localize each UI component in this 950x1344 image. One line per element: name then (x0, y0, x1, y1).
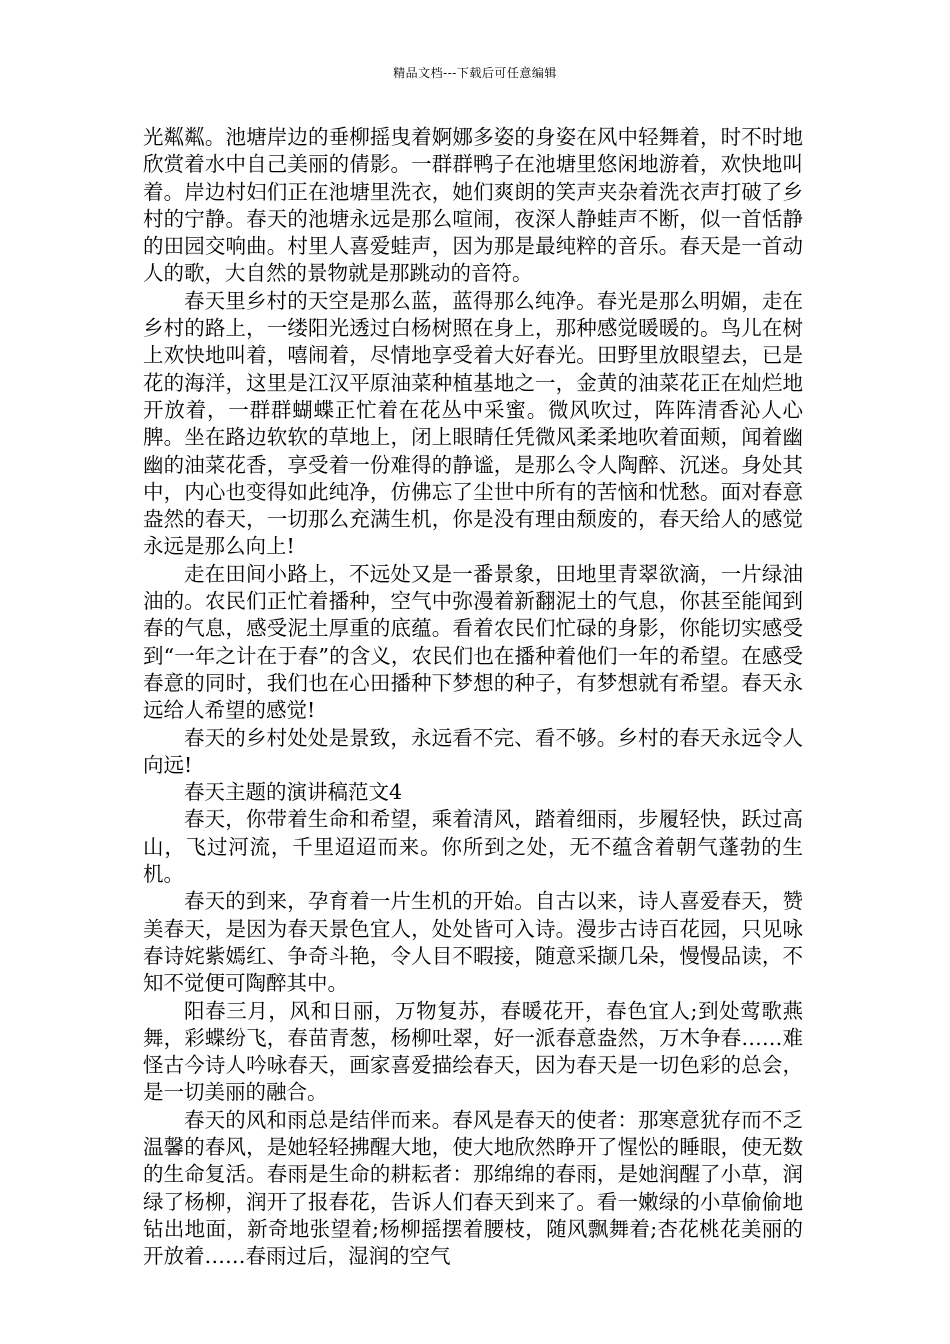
section-heading: 春天主题的演讲稿范文4 (184, 780, 403, 805)
page-header: 精品文档---下载后可任意编辑 (393, 66, 557, 80)
paragraph: 春天的到来，孕育着一片生机的开始。自古以来，诗人喜爱春天，赞美春天，是因为春天景色宜人，处处皆可入诗。漫步古诗百花园，只见咏春诗姹紫嫣红、争奇斗艳，令人目不暇接，随意采撷几朵，慢慢品读，不知不觉便可陶醉其中。 (143, 889, 803, 996)
paragraph: 阳春三月，风和日丽，万物复苏，春暖花开，春色宜人;到处莺歌燕舞，彩蝶纷飞，春苗青葱，杨柳吐翠，好一派春意盎然，万木争春……难怪古今诗人吟咏春天，画家喜爱描绘春天，因为春天是一切色彩的总会，是一切美丽的融合。 (143, 998, 803, 1105)
paragraph: 春天的风和雨总是结伴而来。春风是春天的使者：那寒意犹存而不乏温馨的春风，是她轻轻拂醒大地，使大地欣然睁开了惺忪的睡眼，使无数的生命复活。春雨是生命的耕耘者：那绵绵的春雨，是她润醒了小草，润绿了杨柳，润开了报春花，告诉人们春天到来了。看一嫩绿的小草偷偷地钻出地面，新奇地张望着;杨柳摇摆着腰枝，随风飘舞着;杏花桃花美丽的开放着……春雨过后，湿润的空气 (143, 1107, 803, 1269)
paragraph: 春天的乡村处处是景致，永远看不完、看不够。乡村的春天永远令人向远! (143, 725, 803, 777)
document-body (143, 124, 803, 1270)
paragraph: 光粼粼。池塘岸边的垂柳摇曳着婀娜多姿的身姿在风中轻舞着，时不时地欣赏着水中自己美丽的倩影。一群群鸭子在池塘里悠闲地游着，欢快地叫着。岸边村妇们正在池塘里洗衣，她们爽朗的笑声夹杂着洗衣声打破了乡村的宁静。春天的池塘永远是那么喧闹，夜深人静蛙声不断，似一首恬静的田园交响曲。村里人喜爱蛙声，因为那是最纯粹的音乐。春天是一首动人的歌，大自然的景物就是那跳动的音符。 (143, 125, 803, 286)
paragraph: 走在田间小路上，不远处又是一番景象，田地里青翠欲滴，一片绿油油的。农民们正忙着播种，空气中弥漫着新翻泥土的气息，你甚至能闻到春的气息，感受泥土厚重的底蕴。看着农民们忙碌的身影，你能切实感受到“一年之计在于春”的含义，农民们也在播种着他们一年的希望。在感受春意的同时，我们也在心田播种下梦想的种子，有梦想就有希望。春天永远给人希望的感觉! (143, 561, 803, 723)
paragraph: 春天里乡村的天空是那么蓝，蓝得那么纯净。春光是那么明媚，走在乡村的路上，一缕阳光透过白杨树照在身上，那种感觉暖暖的。鸟儿在树上欢快地叫着，嘻闹着，尽情地享受着大好春光。田野里放眼望去，已是花的海洋，这里是江汉平原油菜种植基地之一，金黄的油菜花正在灿烂地开放着，一群群蝴蝶正忙着在花丛中采蜜。微风吹过，阵阵清香沁人心脾。坐在路边软软的草地上，闭上眼睛任凭微风柔柔地吹着面颊，闻着幽幽的油菜花香，享受着一份难得的静谧，是那么令人陶醉、沉迷。身处其中，内心也变得如此纯净，仿佛忘了尘世中所有的苦恼和忧愁。面对春意盎然的春天，一切那么充满生机，你是没有理由颓废的，春天给人的感觉永远是那么向上! (143, 288, 803, 559)
paragraph: 春天，你带着生命和希望，乘着清风，踏着细雨，步履轻快，跃过高山，飞过河流，千里迢迢而来。你所到之处，无不蕴含着朝气蓬勃的生机。 (143, 807, 803, 887)
